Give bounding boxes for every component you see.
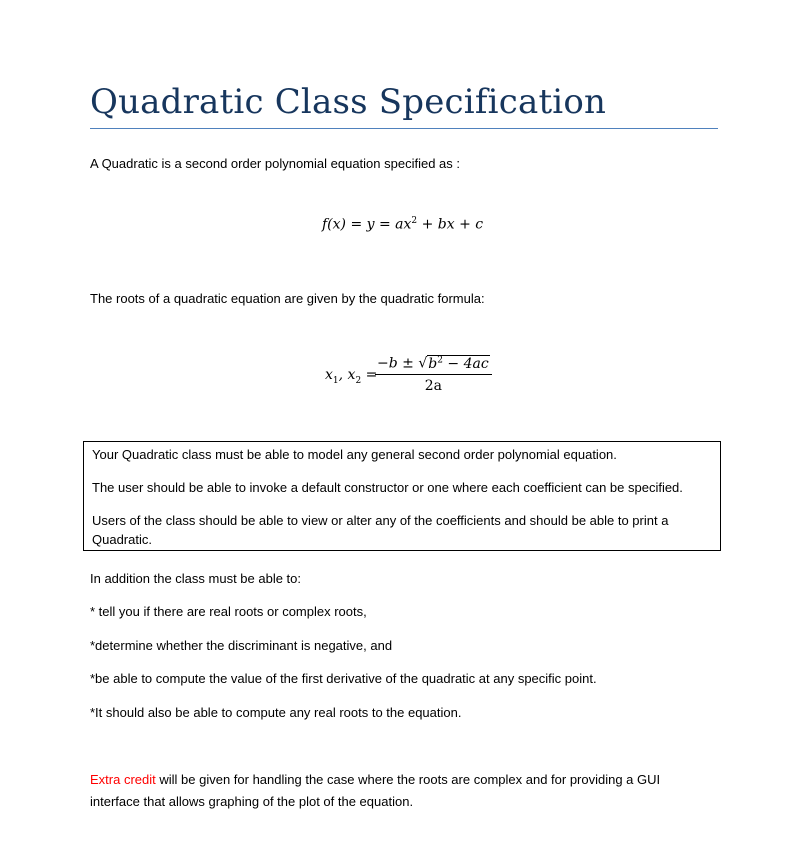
formula-radicand-b: b xyxy=(428,355,438,372)
extra-credit-text-1: will be given for handling the case where the roots are complex and for providing a GUI xyxy=(155,772,661,787)
formula-numerator xyxy=(375,355,492,375)
requirement-item: *determine whether the discriminant is negative, and xyxy=(90,638,393,653)
title-underline xyxy=(90,128,718,129)
intro-text: A Quadratic is a second order polynomial equation specified as : xyxy=(90,156,460,171)
polynomial-equation xyxy=(322,216,483,233)
formula-lhs xyxy=(325,367,377,386)
formula-x2: , x xyxy=(338,367,356,383)
roots-intro-text: The roots of a quadratic equation are given by the quadratic formula: xyxy=(90,291,485,306)
extra-credit-line-1 xyxy=(90,771,660,789)
equation-ax: ax xyxy=(395,216,412,233)
quadratic-formula-fraction xyxy=(375,355,492,394)
equation-lhs: f(x) = y = xyxy=(322,216,396,233)
formula-x1: x xyxy=(325,367,333,383)
formula-sub2: 2 xyxy=(355,375,362,386)
box-line-3: Users of the class should be able to view or alter any of the coefficients and should be able to print a xyxy=(92,513,669,528)
formula-num-prefix: −b ± √ xyxy=(377,355,428,372)
box-line-4: Quadratic. xyxy=(92,532,152,547)
requirement-item: * tell you if there are real roots or complex roots, xyxy=(90,604,367,619)
formula-radicand-exp: 2 xyxy=(437,355,443,365)
requirement-item: *It should also be able to compute any real roots to the equation. xyxy=(90,705,462,720)
page-title: Quadratic Class Specification xyxy=(90,82,607,122)
equation-exponent: 2 xyxy=(411,216,418,226)
addition-intro-text: In addition the class must be able to: xyxy=(90,571,302,586)
equation-rest: + bx + c xyxy=(417,216,484,233)
formula-sub1: 1 xyxy=(332,375,339,386)
formula-denominator: 2a xyxy=(424,377,442,394)
requirement-item: *be able to compute the value of the first derivative of the quadratic at any specific point. xyxy=(90,671,597,686)
extra-credit-line-2: interface that allows graphing of the plot of the equation. xyxy=(90,794,414,809)
box-line-1: Your Quadratic class must be able to model any general second order polynomial equation. xyxy=(92,447,617,462)
formula-equals: = xyxy=(361,367,378,383)
requirements-box xyxy=(83,441,721,551)
formula-radicand-rest: − 4ac xyxy=(442,355,489,372)
extra-credit-highlight: Extra credit xyxy=(90,772,156,787)
box-line-2: The user should be able to invoke a default constructor or one where each coefficient can be specified. xyxy=(92,480,683,495)
